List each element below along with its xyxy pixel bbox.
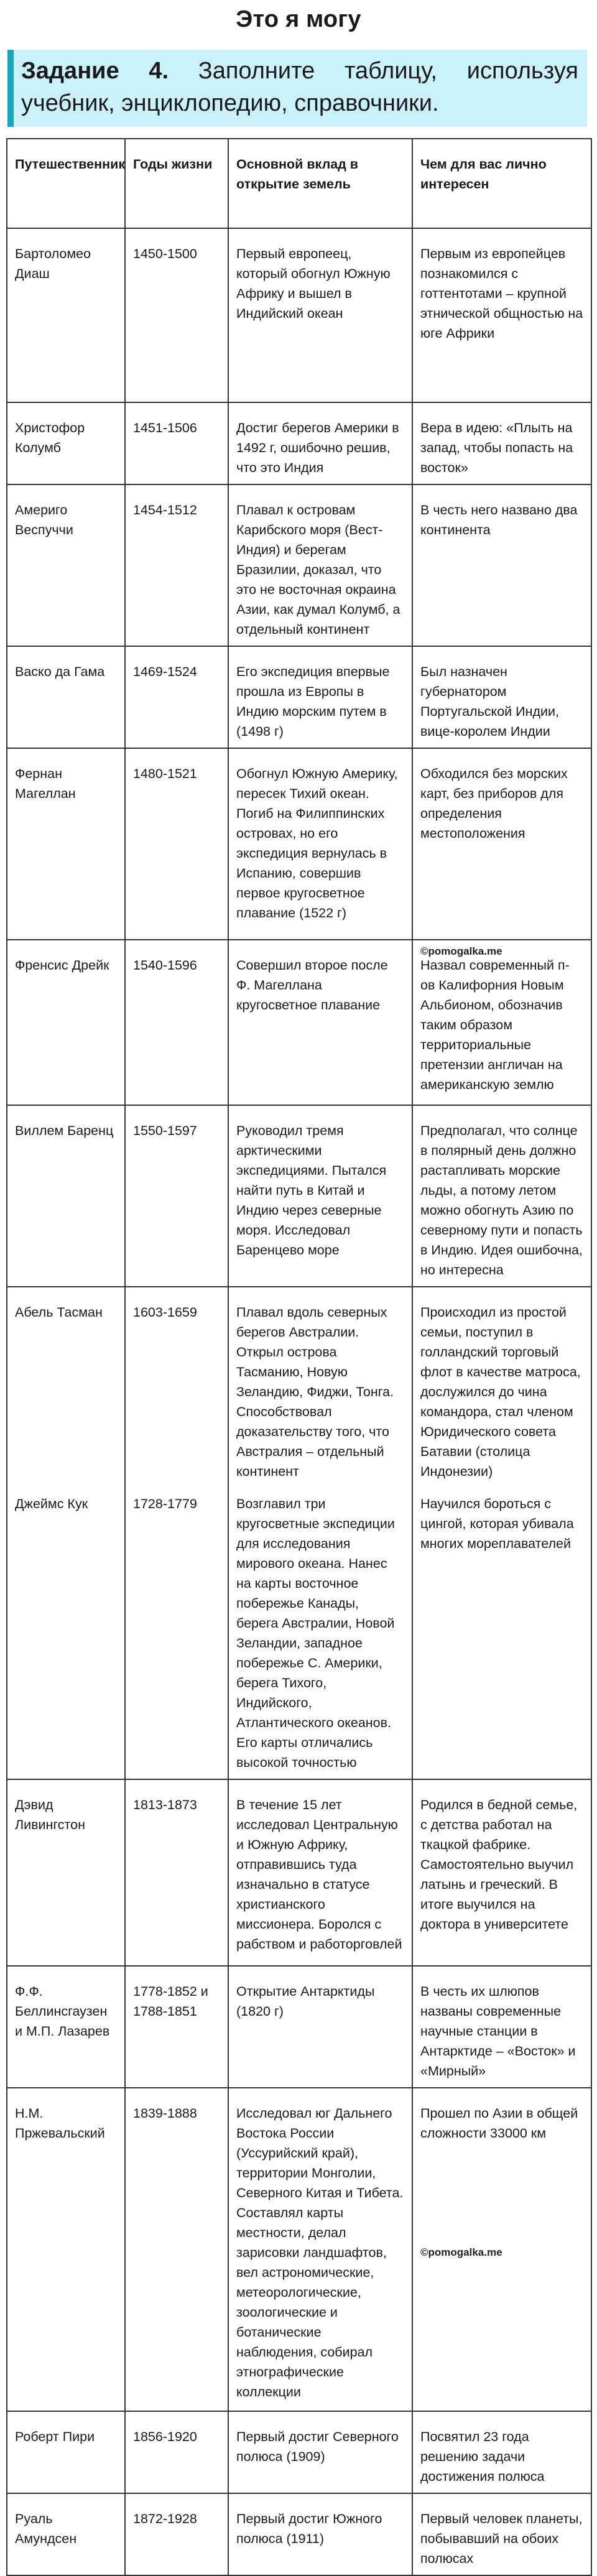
cell-traveler: Бартоломео Диаш bbox=[7, 228, 125, 402]
cell-interest: Научился бороться с цингой, которая убивала многих мореплавателей bbox=[412, 1488, 591, 1779]
cell-contribution: Первый европеец, который обогнул Южную Африку и вышел в Индийский океан bbox=[228, 228, 412, 402]
cell-interest bbox=[412, 2088, 591, 2411]
table-row bbox=[7, 748, 591, 940]
cell-contribution: Исследовал юг Дальнего Востока России (Уссурийский край), территории Монголии, Северного Китая и Тибета. Составлял карты местности, делал зарисовки ландшафтов, вел астрономические, метеорологические, зоологические и ботанические наблюдения, собирал этнографические коллекции bbox=[228, 2088, 412, 2411]
cell-traveler: Христофор Колумб bbox=[7, 402, 125, 484]
page-title: Это я могу bbox=[236, 6, 361, 32]
cell-interest-text: Прошел по Азии в общей сложности 33000 км bbox=[420, 2106, 578, 2141]
cell-contribution: Плавал к островам Карибского моря (Вест-Индия) и берегам Бразилии, доказал, что это не восточная окраина Азии, как думал Колумб, а отдельный континент bbox=[228, 484, 412, 646]
cell-traveler: Фернан Магеллан bbox=[7, 748, 125, 940]
cell-traveler: Ф.Ф. Беллинсгаузен и М.П. Лазарев bbox=[7, 1966, 125, 2088]
cell-contribution: Обогнул Южную Америку, пересек Тихий океан. Погиб на Филиппинских островах, но его экспедиция вернулась в Испанию, совершив первое кругосветное плавание (1522 г) bbox=[228, 748, 412, 940]
cell-traveler: Америго Веспуччи bbox=[7, 484, 125, 646]
cell-interest: Родился в бедной семье, с детства работал на ткацкой фабрике. Самостоятельно выучил латынь и греческий. В итоге выучился на доктора в университете bbox=[412, 1779, 591, 1966]
cell-interest: В честь их шлюпов названы современные научные станции в Антарктиде – «Восток» и «Мирный» bbox=[412, 1966, 591, 2088]
table-row bbox=[7, 1966, 591, 2088]
table-row bbox=[7, 2493, 591, 2575]
cell-traveler: Н.М. Пржевальский bbox=[7, 2088, 125, 2411]
cell-traveler: Руаль Амундсен bbox=[7, 2493, 125, 2575]
table-row bbox=[7, 1287, 591, 1488]
table-row bbox=[7, 484, 591, 646]
cell-interest: Обходился без морских карт, без приборов для определения местоположения bbox=[412, 748, 591, 940]
task-label: Задание 4. bbox=[21, 58, 169, 84]
cell-traveler: Роберт Пири bbox=[7, 2411, 125, 2493]
cell-interest-text: Назвал современный п-ов Калифорния Новым Альбионом, обозначив таким образом территориальные претензии англичан на американскую землю bbox=[420, 958, 570, 1092]
cell-traveler: Дэвид Ливингстон bbox=[7, 1779, 125, 1966]
header-interest: Чем для вас лично интересен bbox=[412, 139, 591, 228]
cell-traveler: Абель Тасман bbox=[7, 1287, 125, 1488]
cell-years: 1454-1512 bbox=[125, 484, 228, 646]
cell-years: 1813-1873 bbox=[125, 1779, 228, 1966]
travelers-table bbox=[6, 138, 592, 2576]
cell-contribution: Плавал вдоль северных берегов Австралии. Открыл острова Тасманию, Новую Зеландию, Фиджи, Тонга. Способствовал доказательству того, что Австралия – отдельный континент bbox=[228, 1287, 412, 1488]
watermark: ©pomogalka.me bbox=[420, 945, 502, 957]
header-traveler: Путешественник bbox=[7, 139, 125, 228]
cell-years: 1603-1659 bbox=[125, 1287, 228, 1488]
table-row bbox=[7, 1488, 591, 1779]
cell-years: 1728-1779 bbox=[125, 1488, 228, 1779]
cell-years: 1480-1521 bbox=[125, 748, 228, 940]
cell-interest: Первым из европейцев познакомился с готтентотами – крупной этнической общностью на юге Африки bbox=[412, 228, 591, 402]
cell-traveler: Джеймс Кук bbox=[7, 1488, 125, 1779]
table-row bbox=[7, 228, 591, 402]
cell-traveler: Виллем Баренц bbox=[7, 1105, 125, 1287]
cell-interest: Первый человек планеты, побывавший на обоих полюсах bbox=[412, 2493, 591, 2575]
cell-interest: Предполагал, что солнце в полярный день должно растапливать морские льды, а потому летом можно обогнуть Азию по северному пути и попасть в Индию. Идея ошибочна, но интересна bbox=[412, 1105, 591, 1287]
table-row bbox=[7, 1779, 591, 1966]
table-row bbox=[7, 402, 591, 484]
cell-years: 1856-1920 bbox=[125, 2411, 228, 2493]
table-row bbox=[7, 646, 591, 748]
header-years: Годы жизни bbox=[125, 139, 228, 228]
cell-contribution: Открытие Антарктиды (1820 г) bbox=[228, 1966, 412, 2088]
cell-contribution: В течение 15 лет исследовал Центральную и Южную Африку, отправившись туда изначально в статусе христианского миссионера. Боролся с рабством и работорговлей bbox=[228, 1779, 412, 1966]
watermark: ©pomogalka.me bbox=[420, 2246, 502, 2258]
table-row bbox=[7, 940, 591, 1105]
cell-years: 1540-1596 bbox=[125, 940, 228, 1105]
cell-years: 1872-1928 bbox=[125, 2493, 228, 2575]
cell-years: 1450-1500 bbox=[125, 228, 228, 402]
cell-contribution: Руководил тремя арктическими экспедициями. Пытался найти путь в Китай и Индию через северные моря. Исследовал Баренцево море bbox=[228, 1105, 412, 1287]
table-row bbox=[7, 2411, 591, 2493]
table-row bbox=[7, 1105, 591, 1287]
cell-interest: Был назначен губернатором Португальской Индии, вице-королем Индии bbox=[412, 646, 591, 748]
cell-years: 1778-1852 и 1788-1851 bbox=[125, 1966, 228, 2088]
cell-traveler: Френсис Дрейк bbox=[7, 940, 125, 1105]
cell-interest: Посвятил 23 года решению задачи достижения полюса bbox=[412, 2411, 591, 2493]
task-text: Заполните таблицу, используя учебник, энциклопедию, справочники. bbox=[21, 58, 579, 116]
cell-contribution: Возглавил три кругосветные экспедиции для исследования мирового океана. Нанес на карты восточное побережье Канады, берега Австралии, Новой Зеландии, западное побережье С. Америки, берега Тихого, Индийского, Атлантического океанов. Его карты отличались высокой точностью bbox=[228, 1488, 412, 1779]
cell-contribution: Его экспедиция впервые прошла из Европы в Индию морским путем в (1498 г) bbox=[228, 646, 412, 748]
table-header-row bbox=[7, 139, 591, 228]
cell-contribution: Первый достиг Южного полюса (1911) bbox=[228, 2493, 412, 2575]
cell-interest bbox=[412, 940, 591, 1105]
table-row bbox=[7, 2088, 591, 2411]
cell-interest: Происходил из простой семьи, поступил в голландский торговый флот в качестве матроса, дослужился до чина командора, стал членом Юридического совета Батавии (столица Индонезии) bbox=[412, 1287, 591, 1488]
cell-contribution: Достиг берегов Америки в 1492 г, ошибочно решив, что это Индия bbox=[228, 402, 412, 484]
header-contribution: Основной вклад в открытие земель bbox=[228, 139, 412, 228]
cell-years: 1451-1506 bbox=[125, 402, 228, 484]
cell-interest: В честь него названо два континента bbox=[412, 484, 591, 646]
cell-years: 1469-1524 bbox=[125, 646, 228, 748]
cell-contribution: Совершил второе после Ф. Магеллана кругосветное плавание bbox=[228, 940, 412, 1105]
task-box bbox=[7, 50, 587, 127]
cell-years: 1839-1888 bbox=[125, 2088, 228, 2411]
cell-traveler: Васко да Гама bbox=[7, 646, 125, 748]
cell-years: 1550-1597 bbox=[125, 1105, 228, 1287]
cell-interest: Вера в идею: «Плыть на запад, чтобы попасть на восток» bbox=[412, 402, 591, 484]
cell-contribution: Первый достиг Северного полюса (1909) bbox=[228, 2411, 412, 2493]
